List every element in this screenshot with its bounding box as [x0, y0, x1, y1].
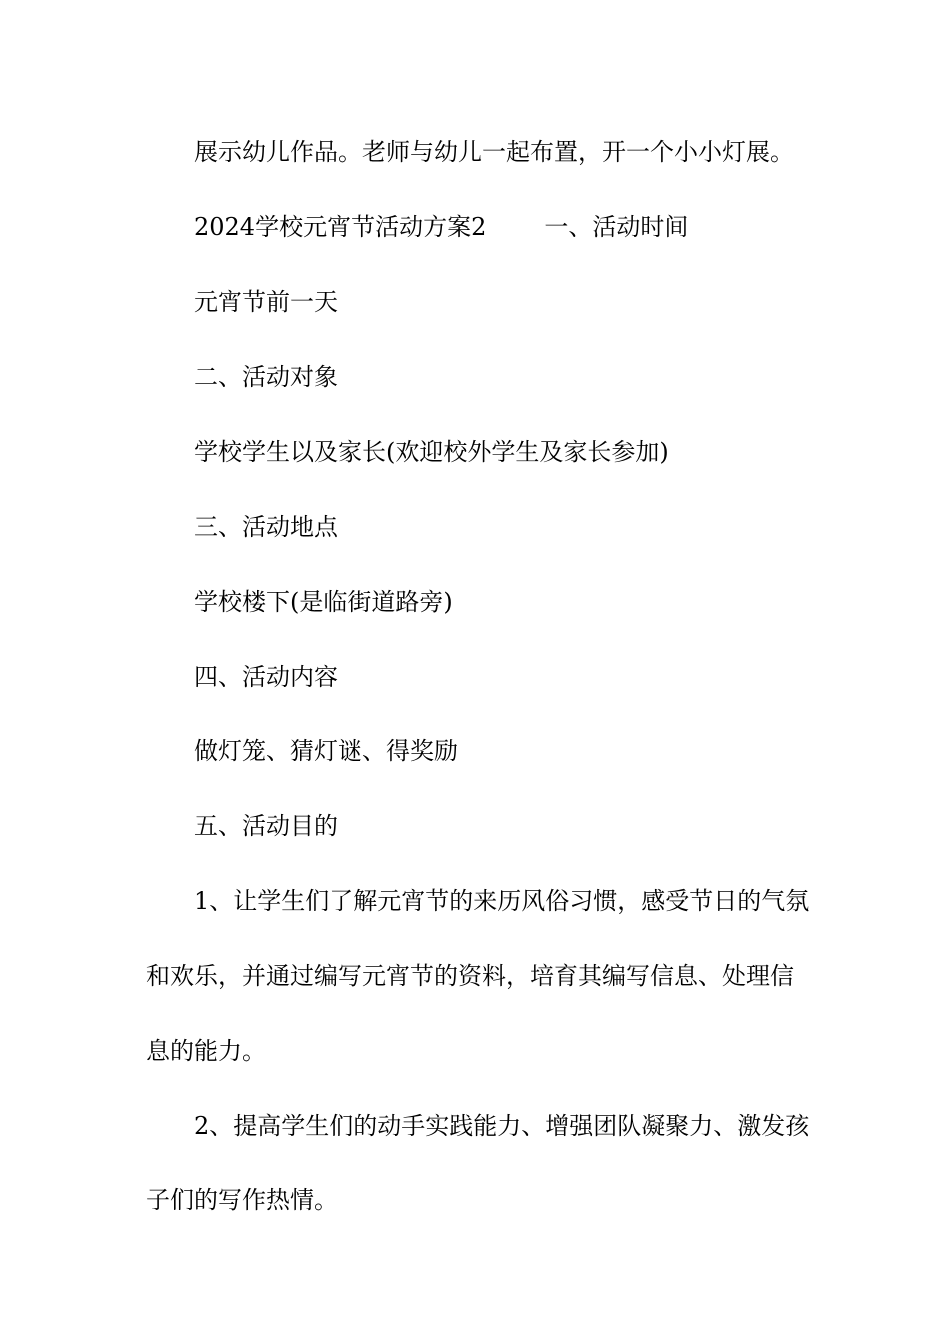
section-heading-purpose: 五、活动目的: [194, 812, 338, 840]
paragraph-line: 2、提高学生们的动手实践能力、增强团队凝聚力、激发孩: [194, 1112, 810, 1140]
paragraph-line: 做灯笼、猜灯谜、得奖励: [194, 737, 458, 765]
paragraph-line: 和欢乐，并通过编写元宵节的资料，培育其编写信息、处理信: [146, 962, 794, 990]
section-heading-content: 四、活动内容: [194, 663, 338, 691]
section-heading-location: 三、活动地点: [194, 513, 338, 541]
paragraph-line: 子们的写作热情。: [146, 1186, 338, 1214]
paragraph-line: 学校楼下(是临街道路旁): [194, 588, 453, 616]
document-title: 2024学校元宵节活动方案2: [194, 213, 487, 241]
paragraph-line: 展示幼儿作品。老师与幼儿一起布置，开一个小小灯展。: [194, 138, 794, 166]
paragraph-line: 学校学生以及家长(欢迎校外学生及家长参加): [194, 438, 669, 466]
paragraph-line: 元宵节前一天: [194, 288, 338, 316]
section-heading-time: 一、活动时间: [544, 213, 689, 241]
section-heading-audience: 二、活动对象: [194, 363, 338, 391]
paragraph-line: 1、让学生们了解元宵节的来历风俗习惯，感受节日的气氛: [194, 887, 810, 915]
paragraph-line: 息的能力。: [146, 1037, 266, 1065]
heading-line: [194, 212, 816, 242]
